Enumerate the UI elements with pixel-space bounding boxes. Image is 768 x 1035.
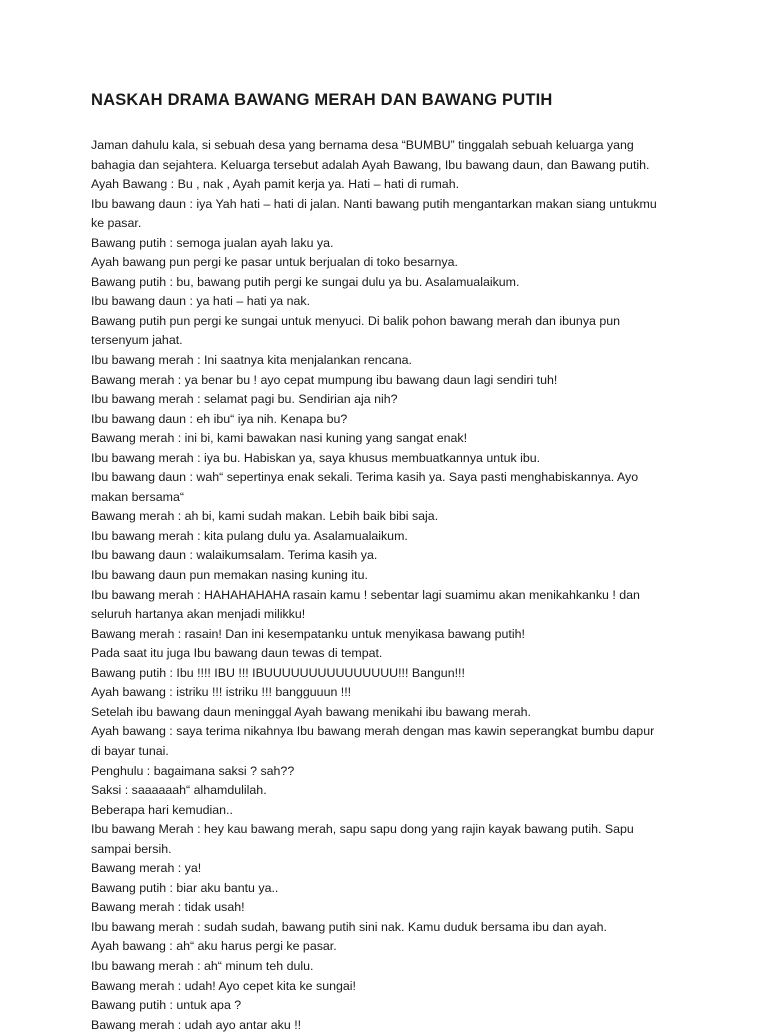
text-line: Bawang merah : udah! Ayo cepet kita ke sungai! — [91, 978, 356, 993]
text-line: Ibu bawang merah : kita pulang dulu ya. Asalamualaikum. — [91, 528, 408, 543]
text-line: Ibu bawang daun : walaikumsalam. Terima kasih ya. — [91, 548, 378, 563]
text-line: Bawang merah : udah ayo antar aku !! — [91, 1017, 302, 1032]
text-line: Ayah bawang pun pergi ke pasar untuk berjualan di toko besarnya. — [91, 255, 458, 270]
text-line: Bawang putih pun pergi ke sungai untuk menyuci. Di balik pohon bawang merah dan ibunya pun — [91, 313, 621, 328]
text-line: Ayah bawang : saya terima nikahnya Ibu bawang merah dengan mas kawin seperangkat bumbu dapur — [91, 724, 655, 739]
text-line: ke pasar. — [91, 216, 142, 231]
text-line: di bayar tunai. — [91, 743, 169, 758]
text-line: Bawang putih : biar aku bantu ya.. — [91, 880, 279, 895]
text-line: Ibu bawang merah : iya bu. Habiskan ya, saya khusus membuatkannya untuk ibu. — [91, 450, 541, 465]
text-line: Ibu bawang merah : ah“ minum teh dulu. — [91, 958, 314, 973]
text-line: Bawang merah : tidak usah! — [91, 900, 245, 915]
text-line: Bawang merah : ini bi, kami bawakan nasi kuning yang sangat enak! — [91, 431, 468, 446]
text-line: Ibu bawang daun : eh ibu“ iya nih. Kenapa bu? — [91, 411, 348, 426]
text-line: sampai bersih. — [91, 841, 172, 856]
text-line: Bawang putih : untuk apa ? — [91, 998, 242, 1013]
text-line: Bawang putih : Ibu !!!! IBU !!! IBUUUUUUUUUUUUUUU!!! Bangun!!! — [91, 665, 465, 680]
text-line: Ayah bawang : istriku !!! istriku !!! bangguuun !!! — [91, 685, 352, 700]
text-line: bahagia dan sejahtera. Keluarga tersebut adalah Ayah Bawang, Ibu bawang daun, dan Bawang putih. — [91, 157, 650, 172]
text-line: Bawang merah : ya! — [91, 861, 202, 876]
text-line: Setelah ibu bawang daun meninggal Ayah bawang menikahi ibu bawang merah. — [91, 704, 531, 719]
text-line: tersenyum jahat. — [91, 333, 183, 348]
text-line: Beberapa hari kemudian.. — [91, 802, 233, 817]
text-line: Ibu bawang daun : iya Yah hati – hati di jalan. Nanti bawang putih mengantarkan makan siang untukmu — [91, 196, 657, 211]
text-line: Jaman dahulu kala, si sebuah desa yang bernama desa “BUMBU” tinggalah sebuah keluarga yang — [91, 138, 634, 152]
text-line: Bawang putih : bu, bawang putih pergi ke sungai dulu ya bu. Asalamualaikum. — [91, 274, 520, 289]
text-line: Ibu bawang merah : sudah sudah, bawang putih sini nak. Kamu duduk bersama ibu dan ayah. — [91, 919, 607, 934]
text-line: Pada saat itu juga Ibu bawang daun tewas di tempat. — [91, 646, 383, 661]
text-line: Bawang merah : ah bi, kami sudah makan. Lebih baik bibi saja. — [91, 509, 439, 524]
text-line: Ibu bawang daun : ya hati – hati ya nak. — [91, 294, 311, 309]
text-line: Ayah bawang : ah“ aku harus pergi ke pasar. — [91, 939, 337, 954]
text-line: Ibu bawang daun pun memakan nasing kuning itu. — [91, 568, 368, 583]
text-line: makan bersama“ — [91, 489, 184, 504]
text-line: Ibu bawang merah : selamat pagi bu. Sendirian aja nih? — [91, 392, 398, 407]
document-title: NASKAH DRAMA BAWANG MERAH DAN BAWANG PUTIH — [91, 91, 553, 109]
text-line: Ibu bawang daun : wah“ sepertinya enak sekali. Terima kasih ya. Saya pasti menghabiskannya. Ayo — [91, 470, 639, 485]
document-body — [91, 136, 711, 1035]
text-line: Bawang merah : rasain! Dan ini kesempatanku untuk menyikasa bawang putih! — [91, 626, 525, 641]
text-line: Ibu bawang Merah : hey kau bawang merah, sapu sapu dong yang rajin kayak bawang putih. Sapu — [91, 822, 634, 837]
text-line: Ibu bawang merah : Ini saatnya kita menjalankan rencana. — [91, 353, 412, 368]
text-line: Saksi : saaaaaah“ alhamdulilah. — [91, 783, 267, 798]
text-line: Ibu bawang merah : HAHAHAHAHA rasain kamu ! sebentar lagi suamimu akan menikahkanku ! dan — [91, 587, 640, 602]
text-line: Bawang putih : semoga jualan ayah laku ya. — [91, 235, 334, 250]
text-line: seluruh hartanya akan menjadi milikku! — [91, 607, 306, 622]
text-line: Ayah Bawang : Bu , nak , Ayah pamit kerja ya. Hati – hati di rumah. — [91, 177, 460, 192]
text-line: Penghulu : bagaimana saksi ? sah?? — [91, 763, 295, 778]
text-line: Bawang merah : ya benar bu ! ayo cepat mumpung ibu bawang daun lagi sendiri tuh! — [91, 372, 558, 387]
